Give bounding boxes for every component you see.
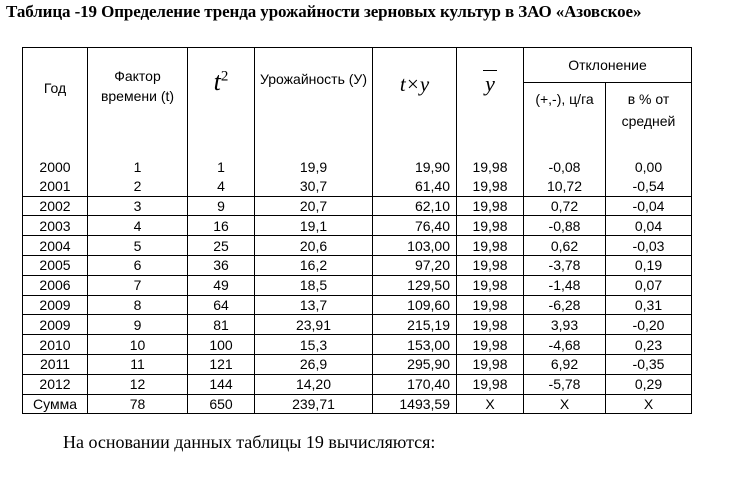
cell-ybar: 19,98 <box>457 374 524 394</box>
cell-ty: 62,10 <box>373 196 457 216</box>
cell-t: 9 <box>88 315 188 335</box>
cell-dev: -1,48 <box>524 275 606 295</box>
cell-dev: -4,68 <box>524 335 606 355</box>
table-body <box>23 158 692 414</box>
cell-year: 2000 <box>23 158 88 177</box>
cell-pct: X <box>606 394 692 414</box>
cell-dev: -0,08 <box>524 158 606 177</box>
cell-y: 13,7 <box>255 295 373 315</box>
cell-year: Сумма <box>23 394 88 414</box>
tsq-base: t <box>213 66 221 96</box>
cell-t2: 25 <box>188 236 255 256</box>
cell-year: 2010 <box>23 335 88 355</box>
col-txy-header: t×y <box>373 48 457 159</box>
cell-ty: 109,60 <box>373 295 457 315</box>
cell-pct: -0,03 <box>606 236 692 256</box>
cell-t: 5 <box>88 236 188 256</box>
cell-y: 15,3 <box>255 335 373 355</box>
cell-t: 7 <box>88 275 188 295</box>
cell-ybar: 19,98 <box>457 255 524 275</box>
cell-ybar: 19,98 <box>457 335 524 355</box>
cell-t: 4 <box>88 216 188 236</box>
col-dev-abs-header: (+,-), ц/га <box>524 83 606 159</box>
cell-ty: 61,40 <box>373 177 457 196</box>
cell-pct: 0,23 <box>606 335 692 355</box>
cell-t: 1 <box>88 158 188 177</box>
cell-t2: 1 <box>188 158 255 177</box>
col-dev-pct-header: в % от средней <box>606 83 692 159</box>
mean-bar <box>483 70 497 71</box>
cell-ybar: 19,98 <box>457 158 524 177</box>
cell-ybar: 19,98 <box>457 236 524 256</box>
cell-year: 2012 <box>23 374 88 394</box>
cell-ybar: 19,98 <box>457 196 524 216</box>
cell-ty: 153,00 <box>373 335 457 355</box>
cell-dev: 0,62 <box>524 236 606 256</box>
cell-pct: 0,29 <box>606 374 692 394</box>
cell-t2: 4 <box>188 177 255 196</box>
cell-t2: 81 <box>188 315 255 335</box>
cell-y: 23,91 <box>255 315 373 335</box>
cell-y: 14,20 <box>255 374 373 394</box>
cell-ty: 129,50 <box>373 275 457 295</box>
cell-t2: 64 <box>188 295 255 315</box>
cell-t: 6 <box>88 255 188 275</box>
cell-ty: 76,40 <box>373 216 457 236</box>
cell-t: 12 <box>88 374 188 394</box>
cell-pct: -0,54 <box>606 177 692 196</box>
cell-year: 2005 <box>23 255 88 275</box>
cell-t2: 36 <box>188 255 255 275</box>
cell-year: 2009 <box>23 315 88 335</box>
cell-y: 20,6 <box>255 236 373 256</box>
cell-year: 2003 <box>23 216 88 236</box>
cell-year: 2004 <box>23 236 88 256</box>
cell-ybar: X <box>457 394 524 414</box>
cell-ty: 97,20 <box>373 255 457 275</box>
cell-ybar: 19,98 <box>457 275 524 295</box>
table-row <box>23 335 692 355</box>
tsq-exp: 2 <box>220 68 229 84</box>
cell-year: 2009 <box>23 295 88 315</box>
table-row <box>23 315 692 335</box>
cell-pct: -0,20 <box>606 315 692 335</box>
cell-ybar: 19,98 <box>457 216 524 236</box>
table-row <box>23 177 692 196</box>
cell-pct: -0,35 <box>606 354 692 374</box>
cell-y: 20,7 <box>255 196 373 216</box>
header-row-1 <box>23 48 692 83</box>
cell-ybar: 19,98 <box>457 354 524 374</box>
cell-dev: -5,78 <box>524 374 606 394</box>
cell-dev: 0,72 <box>524 196 606 216</box>
col-deviation-header: Отклонение <box>524 48 692 83</box>
cell-dev: -0,88 <box>524 216 606 236</box>
cell-y: 16,2 <box>255 255 373 275</box>
table-row <box>23 236 692 256</box>
table-caption: Таблица -19 Определение тренда урожайности зерновых культур в ЗАО «Азовское» <box>6 2 642 21</box>
cell-ybar: 19,98 <box>457 177 524 196</box>
cell-ty: 215,19 <box>373 315 457 335</box>
cell-y: 26,9 <box>255 354 373 374</box>
table-row <box>23 196 692 216</box>
cell-ybar: 19,98 <box>457 315 524 335</box>
cell-t2: 650 <box>188 394 255 414</box>
cell-y: 19,1 <box>255 216 373 236</box>
cell-t: 3 <box>88 196 188 216</box>
cell-ty: 103,00 <box>373 236 457 256</box>
table-row <box>23 354 692 374</box>
cell-year: 2001 <box>23 177 88 196</box>
cell-t: 2 <box>88 177 188 196</box>
cell-dev: X <box>524 394 606 414</box>
cell-ty: 19,90 <box>373 158 457 177</box>
cell-t: 8 <box>88 295 188 315</box>
table-row <box>23 394 692 414</box>
table-row <box>23 216 692 236</box>
table-row <box>23 275 692 295</box>
cell-year: 2002 <box>23 196 88 216</box>
table-row <box>23 295 692 315</box>
cell-year: 2006 <box>23 275 88 295</box>
cell-dev: -6,28 <box>524 295 606 315</box>
table-row <box>23 158 692 177</box>
cell-t2: 144 <box>188 374 255 394</box>
cell-t: 11 <box>88 354 188 374</box>
cell-ybar: 19,98 <box>457 295 524 315</box>
cell-pct: 0,07 <box>606 275 692 295</box>
cell-pct: 0,31 <box>606 295 692 315</box>
cell-t: 78 <box>88 394 188 414</box>
cell-y: 30,7 <box>255 177 373 196</box>
cell-t2: 100 <box>188 335 255 355</box>
col-ybar-header: y <box>457 48 524 159</box>
cell-t2: 16 <box>188 216 255 236</box>
trend-table <box>22 47 692 414</box>
cell-dev: -3,78 <box>524 255 606 275</box>
cell-year: 2011 <box>23 354 88 374</box>
table-row <box>23 255 692 275</box>
cell-t2: 121 <box>188 354 255 374</box>
col-factor-header: Фактор времени (t) <box>88 48 188 159</box>
cell-t: 10 <box>88 335 188 355</box>
cell-t2: 49 <box>188 275 255 295</box>
cell-pct: -0,04 <box>606 196 692 216</box>
cell-pct: 0,04 <box>606 216 692 236</box>
cell-pct: 0,00 <box>606 158 692 177</box>
cell-y: 19,9 <box>255 158 373 177</box>
footer-text: На основании данных таблицы 19 вычисляются: <box>63 432 436 452</box>
cell-pct: 0,19 <box>606 255 692 275</box>
cell-dev: 10,72 <box>524 177 606 196</box>
cell-ty: 170,40 <box>373 374 457 394</box>
cell-dev: 6,92 <box>524 354 606 374</box>
cell-ty: 295,90 <box>373 354 457 374</box>
table-row <box>23 374 692 394</box>
col-year-header: Год <box>23 48 88 159</box>
cell-dev: 3,93 <box>524 315 606 335</box>
cell-t2: 9 <box>188 196 255 216</box>
cell-ty: 1493,59 <box>373 394 457 414</box>
col-tsq-header <box>188 48 255 159</box>
cell-y: 239,71 <box>255 394 373 414</box>
cell-y: 18,5 <box>255 275 373 295</box>
col-yield-header: Урожайность (У) <box>255 48 373 159</box>
